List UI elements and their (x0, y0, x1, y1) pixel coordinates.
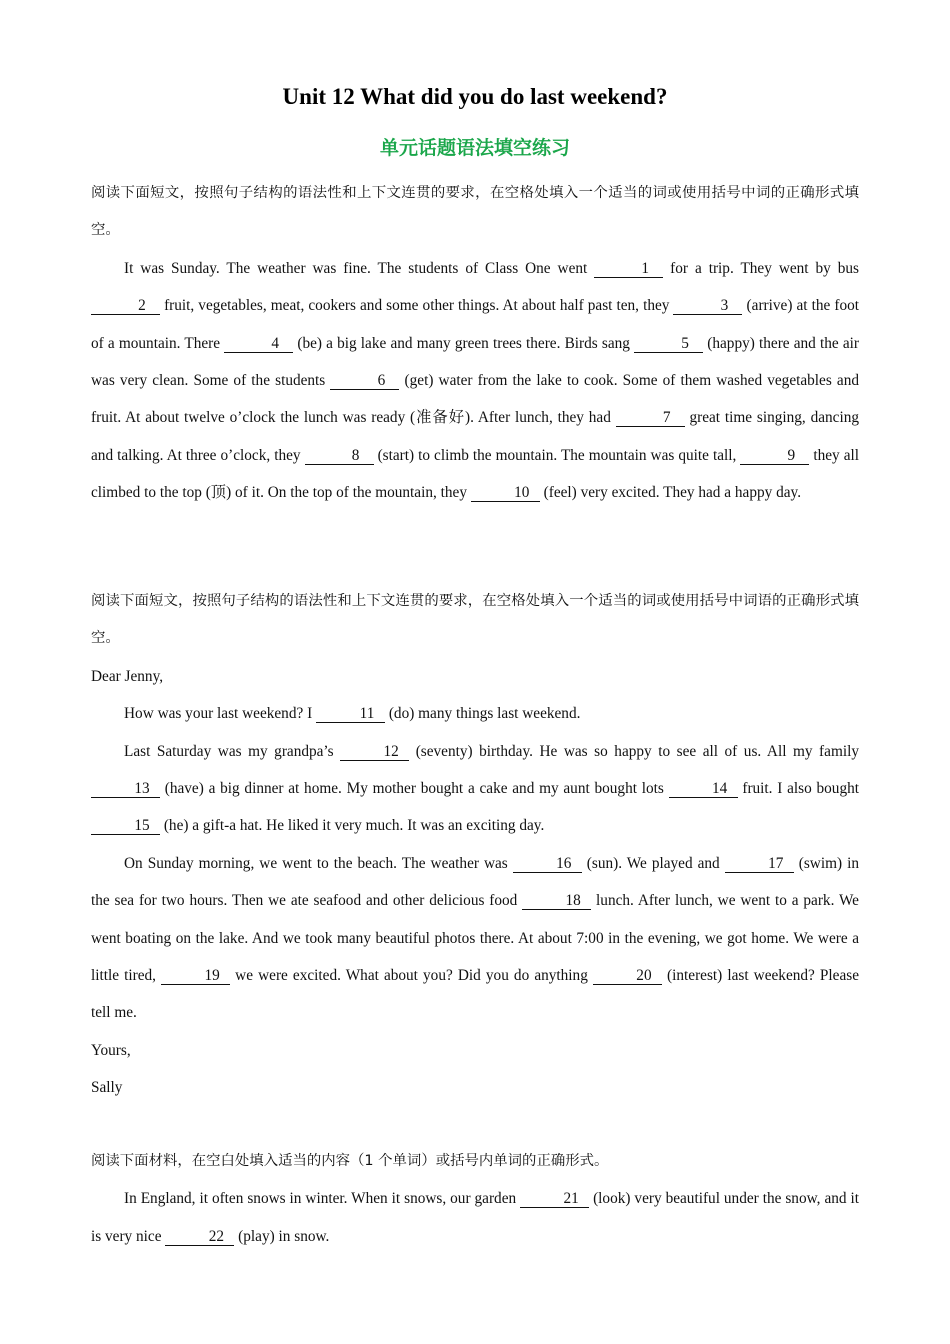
page-subtitle: 单元话题语法填空练习 (379, 137, 570, 159)
letter-paragraph-1: How was your last weekend? I 11 (do) many things last weekend. (124, 705, 581, 723)
blank-15: 15 (91, 817, 160, 835)
blank-7: 7 (616, 409, 685, 427)
section-2 (91, 583, 859, 1107)
blank-2: 2 (91, 297, 160, 315)
blank-11: 11 (316, 705, 385, 723)
letter-signature: Sally (91, 1079, 123, 1097)
blank-6: 6 (330, 372, 399, 390)
letter-paragraph-2: Last Saturday was my grandpa’s 12 (seventy) birthday. He was so happy to see all of us. All my family 13 (have) a big dinner at home. My mother bought a cake and my aunt bought lots 14 fruit. I also bought 15 (he) a gift-a hat. He liked it very much. It was an exciting day. (91, 733, 859, 845)
letter-greeting: Dear Jenny, (91, 667, 164, 685)
blank-21: 21 (520, 1190, 589, 1208)
blank-20: 20 (593, 967, 662, 985)
blank-22: 22 (165, 1228, 234, 1246)
section-1-instruction: 阅读下面短文，按照句子结构的语法性和上下文连贯的要求，在空格处填入一个适当的词或使用括号中词的正确形式填空。 (91, 185, 859, 239)
section-2-instruction: 阅读下面短文，按照句子结构的语法性和上下文连贯的要求，在空格处填入一个适当的词或使用括号中词语的正确形式填空。 (91, 593, 859, 647)
section-3-passage: In England, it often snows in winter. When it snows, our garden 21 (look) very beautiful under the snow, and it is very nice 22 (play) in snow. (91, 1190, 859, 1245)
blank-13: 13 (91, 780, 160, 798)
blank-16: 16 (513, 855, 582, 873)
blank-5: 5 (634, 335, 703, 353)
blank-17: 17 (725, 855, 794, 873)
letter-closing: Yours, (91, 1041, 131, 1059)
blank-10: 10 (471, 484, 540, 502)
blank-19: 19 (161, 967, 230, 985)
blank-14: 14 (669, 780, 738, 798)
page-title: Unit 12 What did you do last weekend? (282, 84, 668, 109)
section-3-instruction: 阅读下面材料，在空白处填入适当的内容（1 个单词）或括号内单词的正确形式。 (91, 1153, 609, 1169)
section-3 (91, 1143, 859, 1255)
section-1-passage: It was Sunday. The weather was fine. The students of Class One went 1 for a trip. They went by bus 2 fruit, vegetables, meat, cookers and some other things. At about half past ten, they 3 (arrive) at the foot of a mountain. There 4 (be) a big lake and many green trees there. Birds sang 5 (happy) there and the air was very clean. Some of the students 6 (get) water from the lake to cook. Some of them washed vegetables and fruit. At about twelve o’clock the lunch was ready (准备好). After lunch, they had 7 great time singing, dancing and talking. At three o’clock, they 8 (start) to climb the mountain. The mountain was quite tall, 9 they all climbed to the top (顶) of it. On the top of the mountain, they 10 (feel) very excited. They had a happy day. (91, 259, 860, 502)
blank-18: 18 (522, 892, 591, 910)
blank-8: 8 (305, 447, 374, 465)
letter-paragraph-3: On Sunday morning, we went to the beach. The weather was 16 (sun). We played and 17 (swim) in the sea for two hours. Then we ate seafood and other delicious food 18 lunch. After lunch, we went to a park. We went boating on the lake. And we took many beautiful photos there. At about 7:00 in the evening, we got home. We were a little tired, 19 we were excited. What about you? Did you do anything 20 (interest) last weekend? Please tell me. (91, 854, 860, 1022)
blank-3: 3 (673, 297, 742, 315)
blank-1: 1 (594, 260, 663, 278)
blank-4: 4 (224, 335, 293, 353)
blank-9: 9 (740, 447, 809, 465)
blank-12: 12 (340, 743, 409, 761)
section-1 (91, 175, 859, 512)
